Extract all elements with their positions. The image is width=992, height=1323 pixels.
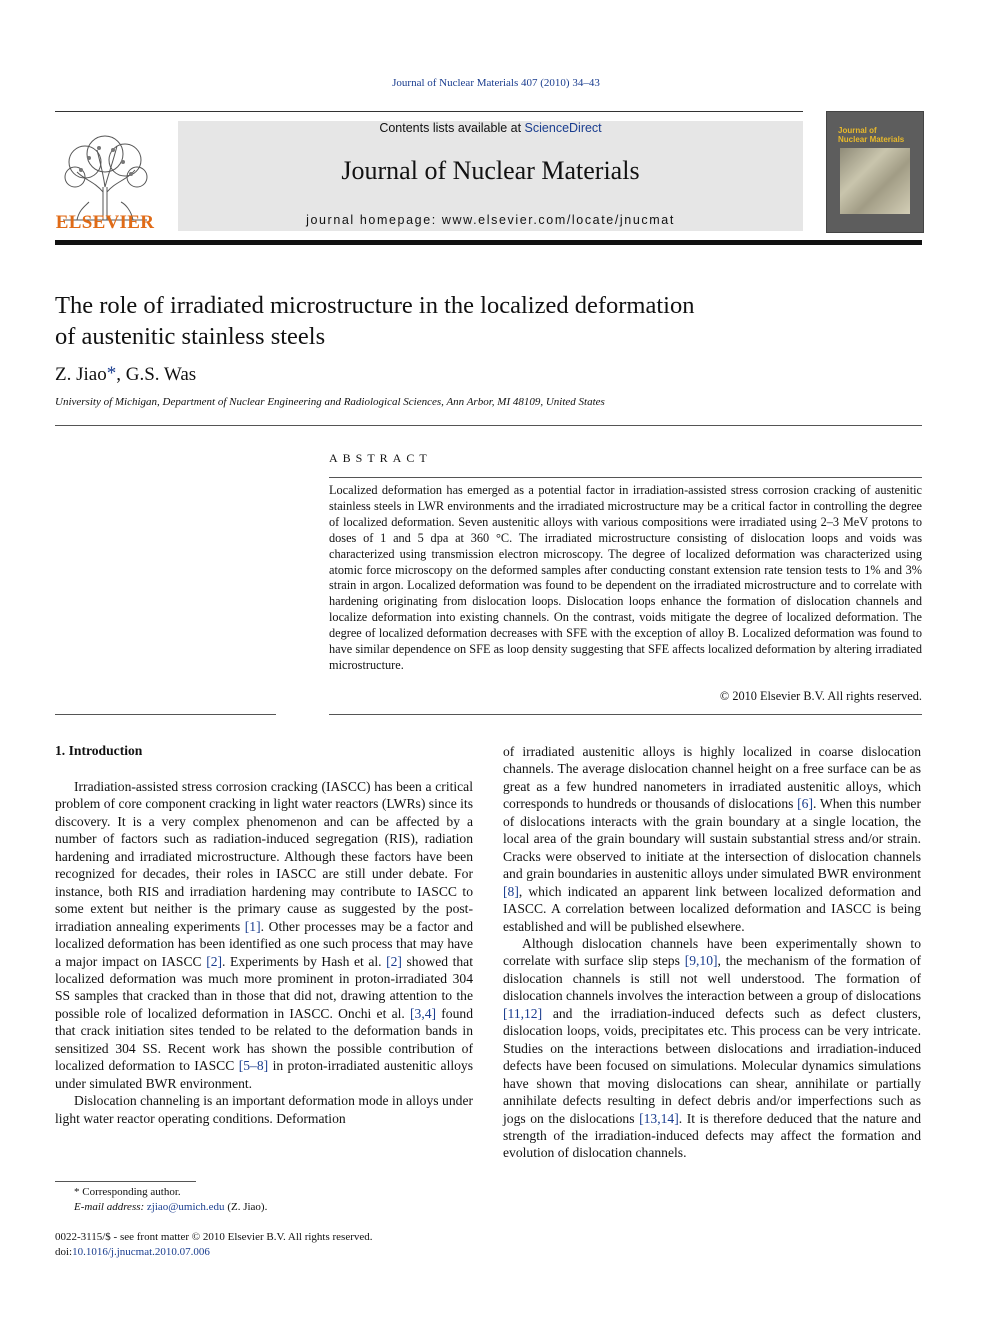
- copyright-line: © 2010 Elsevier B.V. All rights reserved.: [719, 689, 922, 703]
- affiliation: University of Michigan, Department of Nuclear Engineering and Radiological Sciences, Ann Arbor, MI 48109, United States: [55, 396, 605, 408]
- email-link[interactable]: zjiao@umich.edu: [146, 1201, 225, 1213]
- reference-link[interactable]: [8]: [503, 883, 519, 899]
- sciencedirect-link[interactable]: ScienceDirect: [524, 121, 602, 135]
- paragraph: Dislocation channeling is an important deformation mode in alloys under light water reactor operating conditions. Deformation: [55, 1093, 473, 1126]
- section-rule-left: [55, 714, 276, 715]
- elsevier-logo-text: ELSEVIER: [55, 212, 155, 233]
- abstract-heading: ABSTRACT: [329, 451, 432, 465]
- reference-link[interactable]: [2]: [386, 953, 402, 969]
- contents-line: Contents lists available at ScienceDirect: [379, 121, 602, 135]
- page-footer: 0022-3115/$ - see front matter © 2010 Elsevier B.V. All rights reserved. doi:10.1016/j.jnucmat.2010.07.006: [55, 1231, 373, 1258]
- journal-homepage[interactable]: journal homepage: www.elsevier.com/locate/jnucmat: [306, 213, 675, 227]
- reference-link[interactable]: [9,10]: [684, 953, 718, 969]
- title-rule: [55, 425, 922, 426]
- section-rule-right: [329, 714, 922, 715]
- journal-title: Journal of Nuclear Materials: [341, 156, 640, 185]
- body-column-left: [55, 778, 473, 1127]
- body-column-right: [503, 743, 921, 1162]
- corresponding-author-mark[interactable]: *: [106, 363, 117, 384]
- paragraph: Although dislocation channels have been experimentally shown to correlate with surface slip steps [9,10], the mechanism of the formation of dislocation channels is still not well understood. The formation of dislocation channels involves the interaction between a group of dislocations [11,12] and the irradiation-induced defects such as defect clusters, dislocation loops, voids, precipitates etc. This process can be very intricate. Studies on the interactions between dislocations and irradiation-induced defects have been focused on simulations. Molecular dynamics simulations have shown that moving dislocations can shear, annihilate or partially annihilate defects resulting in defect debris and/or imperfections such as jogs on the dislocations [13,14]. It is therefore deduced that the nature and strength of the irradiation-induced defects may affect the formation and evolution of dislocation channels.: [503, 935, 921, 1161]
- reference-link[interactable]: [2]: [206, 953, 223, 969]
- paragraph: of irradiated austenitic alloys is highly localized in coarse dislocation channels. The average dislocation channel height on a free surface can be as great as a few hundred nanometers in irradiated austenitic alloys, which corresponds to hundreds or thousands of dislocations [6]. When this number of dislocations interacts with the grain boundary at a single location, the local area of the grain boundary will sustain substantial stress and/or strain. Cracks were observed to initiate at the intersection of dislocation channels and grain boundaries in austenitic alloys under simulated BWR environment [8], which indicated an apparent link between localized deformation and IASCC. A correlation between localized deformation and IASCC is being established and will be published elsewhere.: [503, 744, 921, 934]
- footnote-rule: [55, 1181, 196, 1182]
- author-list: Z. Jiao*, G.S. Was: [55, 363, 197, 385]
- footnote: * Corresponding author. E-mail address: zjiao@umich.edu (Z. Jiao).: [74, 1186, 268, 1213]
- section-heading: 1. Introduction: [55, 743, 143, 758]
- header-thick-rule: [55, 240, 922, 245]
- reference-link[interactable]: [6]: [797, 796, 814, 812]
- paragraph: Irradiation-assisted stress corrosion cracking (IASCC) has been a critical problem of core component cracking in light water reactors (LWRs) since its discovery. It is a very complex phenomenon and can be affected by a number of factors such as radiation-induced segregation (RIS), radiation hardening and irradiated microstructure. Although these factors have been recognized for decades, their roles in IASCC are still under debate. For instance, both RIS and irradiation hardening may contribute to IASCC to some extent but neither is the primary cause as suggested by the post-irradiation annealing experiments [1]. Other processes may be a factor and localized deformation has been identified as one such process that may have a major impact on IASCC [2]. Experiments by Hash et al. [2] showed that localized deformation was much more prominent in proton-irradiated 304 SS samples that cracked than in those that did not, drawing attention to the possible role of localized deformation in IASCC. Onchi et al. [3,4] found that crack initiation sites tended to be related to the deformation bands in sensitized 304 SS. Recent work has shown the possible contribution of localized deformation to IASCC [5–8] in proton-irradiated austenitic alloys under simulated BWR environment.: [55, 779, 474, 1091]
- abstract-rule: [329, 477, 922, 478]
- reference-link[interactable]: [13,14]: [639, 1110, 679, 1126]
- article-title: The role of irradiated microstructure in the localized deformation of austenitic stainless steels: [55, 292, 695, 350]
- abstract-text: Localized deformation has emerged as a potential factor in irradiation-assisted stress corrosion cracking of austenitic stainless steels in LWR environments and the irradiated microstructure may be a critical factor in controlling the degree of localized deformation. Seven austenitic alloys with various compositions were irradiated using 2–3 MeV protons to doses of 1 and 5 dpa at 360 °C. The irradiated microstructure consisting of dislocation loops and voids was characterized using transmission electron microscopy. The degree of localized deformation was characterized using atomic force microscopy on the deformed samples after conducting constant extension rate tension tests to 1% and 3% strain in argon. Localized deformation was found to be dependent on the irradiated microstructure and to correlate with hardening originating from dislocation loops. Dislocation loops enhance the formation of dislocation channels and localize deformation into existing channels. On the contrast, voids mitigate the degree of localized deformation. The degree of localized deformation decreases with SFE with the exception of alloy B. Localized deformation was found to have similar dependence on SFE as loop density suggesting that SFE affects localized deformation by altering irradiated microstructure.: [329, 483, 922, 672]
- header-rule: [55, 111, 803, 112]
- journal-cover-image: [840, 148, 910, 214]
- doi-link[interactable]: 10.1016/j.jnucmat.2010.07.006: [72, 1246, 210, 1258]
- reference-link[interactable]: [5–8]: [238, 1058, 269, 1074]
- reference-link[interactable]: [3,4]: [410, 1005, 437, 1021]
- reference-link[interactable]: [11,12]: [503, 1005, 543, 1021]
- journal-cover-title: Journal of Nuclear Materials: [838, 126, 905, 144]
- reference-link[interactable]: [1]: [244, 918, 261, 934]
- journal-citation[interactable]: Journal of Nuclear Materials 407 (2010) 34–43: [392, 77, 600, 89]
